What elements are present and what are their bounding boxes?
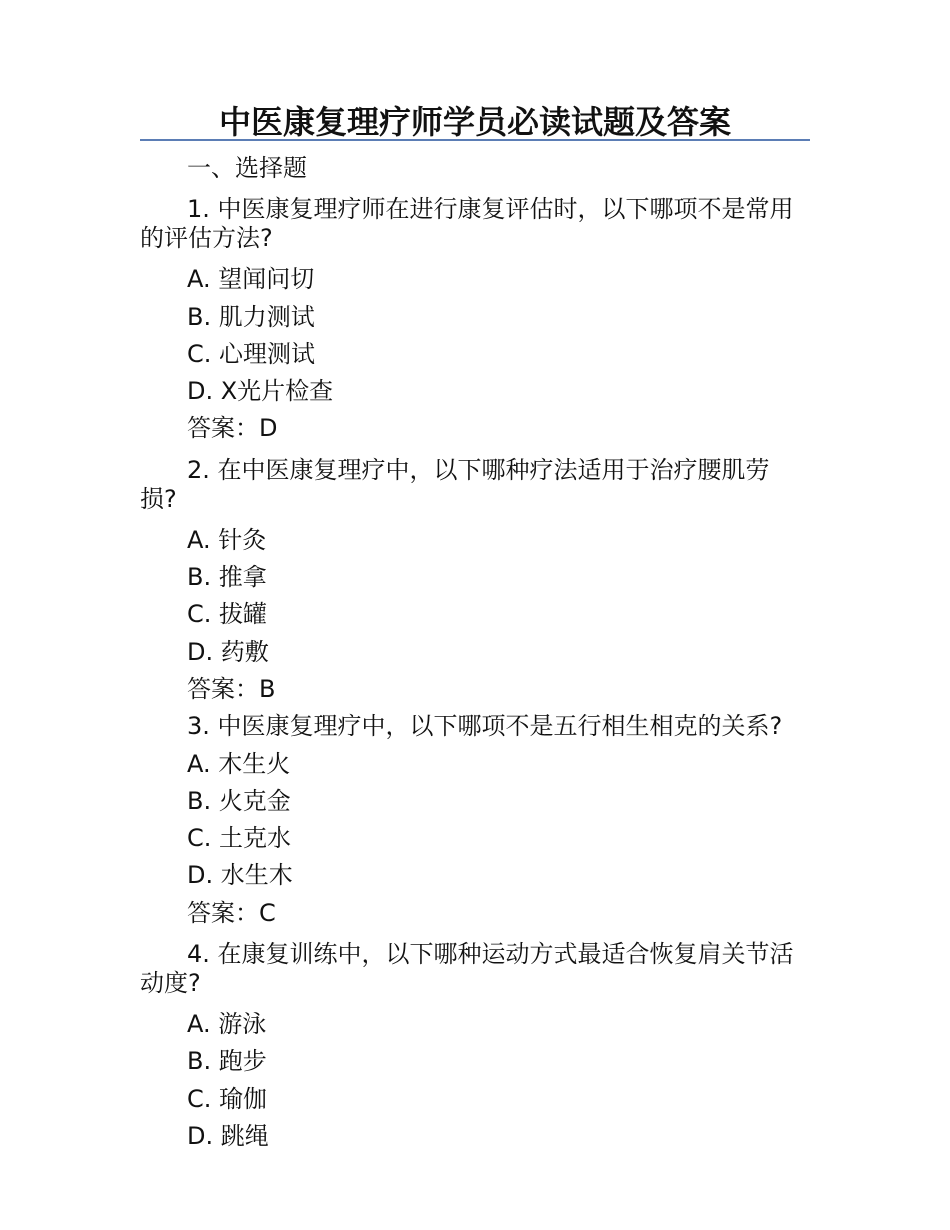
question-1-option-b: B. 肌力测试	[187, 302, 315, 331]
question-4-text-continued: 动度?	[140, 969, 201, 998]
question-4-option-c: C. 瑜伽	[187, 1084, 268, 1113]
question-1-option-a: A. 望闻问切	[187, 265, 315, 294]
question-1-option-d: D. X光片检查	[187, 377, 334, 406]
question-3-text: 3. 中医康复理疗中，以下哪项不是五行相生相克的关系?	[187, 712, 783, 741]
question-3-option-a: A. 木生火	[187, 749, 291, 778]
question-2-option-b: B. 推拿	[187, 563, 267, 592]
question-4-option-d: D. 跳绳	[187, 1121, 269, 1150]
question-3-option-d: D. 水生木	[187, 861, 293, 890]
title-underline	[140, 139, 810, 141]
question-4-text: 4. 在康复训练中，以下哪种运动方式最适合恢复肩关节活	[187, 940, 794, 969]
question-1-text-continued: 的评估方法?	[140, 224, 273, 253]
question-2-answer: 答案：B	[187, 674, 276, 703]
question-2-text-continued: 损?	[140, 484, 177, 513]
question-3-option-c: C. 土克水	[187, 824, 292, 853]
question-3-answer: 答案：C	[187, 898, 276, 927]
question-1-text: 1. 中医康复理疗师在进行康复评估时，以下哪项不是常用	[187, 195, 794, 224]
question-2-text: 2. 在中医康复理疗中，以下哪种疗法适用于治疗腰肌劳	[187, 455, 770, 484]
document-title: 中医康复理疗师学员必读试题及答案	[218, 103, 731, 141]
section-heading: 一、选择题	[187, 154, 307, 182]
question-2-option-c: C. 拔罐	[187, 600, 268, 629]
question-4-option-a: A. 游泳	[187, 1010, 267, 1039]
question-2-option-d: D. 药敷	[187, 637, 269, 666]
question-4-option-b: B. 跑步	[187, 1047, 267, 1076]
document-body	[140, 150, 810, 1155]
question-2-option-a: A. 针灸	[187, 525, 267, 554]
question-1-answer: 答案：D	[187, 414, 278, 443]
question-1-option-c: C. 心理测试	[187, 339, 316, 368]
question-3-option-b: B. 火克金	[187, 786, 291, 815]
